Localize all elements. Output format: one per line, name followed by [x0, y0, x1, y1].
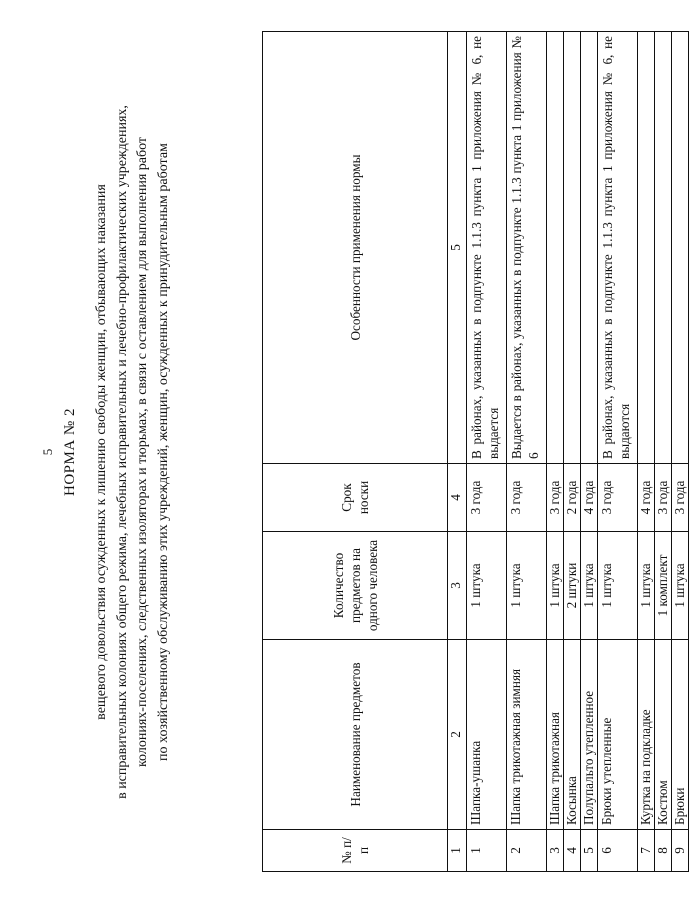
item-quantity: 1 штука: [547, 532, 564, 640]
item-quantity: 1 штука: [672, 532, 689, 640]
item-note: [564, 32, 581, 464]
item-quantity: 1 комплект: [655, 532, 672, 640]
document-title: НОРМА № 2: [62, 408, 78, 496]
table-row: [564, 32, 581, 872]
col-header-notes: Особенности применения нормы: [263, 32, 448, 464]
item-quantity: 1 штука: [507, 532, 547, 640]
document-subtitle: [92, 62, 174, 842]
column-number: 2: [448, 640, 467, 830]
subtitle-line: вещевого довольствия осужденных к лишению свободы женщин, отбывающих наказания: [94, 184, 109, 720]
row-number: 8: [655, 830, 672, 872]
row-number: 7: [638, 830, 655, 872]
item-term: 4 года: [581, 464, 598, 532]
subtitle-line: по хозяйственному обслуживанию этих учреждений, женщин, осужденных к принудительным работам: [155, 143, 171, 761]
table-row: [507, 32, 547, 872]
item-quantity: 1 штука: [638, 532, 655, 640]
table-header-row: [263, 32, 448, 872]
row-number: 2: [507, 830, 547, 872]
item-name: Полупальто утепленное: [581, 640, 598, 830]
column-number: 4: [448, 464, 467, 532]
item-term: 3 года: [655, 464, 672, 532]
item-quantity: 1 штука: [581, 532, 598, 640]
row-number: 1: [467, 830, 507, 872]
page-number: 5: [40, 448, 55, 456]
table-row: [581, 32, 598, 872]
subtitle-line: колониях-поселениях, следственных изоляторах и тюрьмах, в связи с оставлением для выполнения работ: [135, 136, 150, 768]
item-name: Брюки утепленные: [598, 640, 638, 830]
row-number: 5: [581, 830, 598, 872]
col-header-quantity: Количество предметов на одного человека: [263, 532, 448, 640]
item-name: Шапка трикотажная: [547, 640, 564, 830]
item-quantity: 2 штуки: [564, 532, 581, 640]
item-name: Шапка трикотажная зимняя: [507, 640, 547, 830]
item-term: 4 года: [638, 464, 655, 532]
col-header-name: Наименование предметов: [263, 640, 448, 830]
col-header-term: Срок носки: [263, 464, 448, 532]
item-note: [581, 32, 598, 464]
item-term: 3 года: [467, 464, 507, 532]
item-note: [638, 32, 655, 464]
table-row: [598, 32, 638, 872]
row-number: 3: [547, 830, 564, 872]
column-numbers-row: [448, 32, 467, 872]
rotated-page-content: [40, 32, 687, 872]
item-name: Костюм: [655, 640, 672, 830]
col-header-number: № п/п: [263, 830, 448, 872]
table-row: [547, 32, 564, 872]
table-row: [638, 32, 655, 872]
column-number: 1: [448, 830, 467, 872]
item-note: [547, 32, 564, 464]
norm-table: [262, 31, 689, 872]
row-number: 6: [598, 830, 638, 872]
item-term: 3 года: [598, 464, 638, 532]
table-row: [655, 32, 672, 872]
item-term: 2 года: [564, 464, 581, 532]
column-number: 3: [448, 532, 467, 640]
item-name: Брюки: [672, 640, 689, 830]
column-number: 5: [448, 32, 467, 464]
item-quantity: 1 штука: [467, 532, 507, 640]
table-row: [672, 32, 689, 872]
row-number: 4: [564, 830, 581, 872]
item-term: 3 года: [507, 464, 547, 532]
item-term: 3 года: [547, 464, 564, 532]
item-note: В районах, указанных в подпункте 1.1.3 пункта 1 приложения № 6, не выдаются: [598, 32, 638, 464]
table-row: [467, 32, 507, 872]
item-note: [655, 32, 672, 464]
item-note: В районах, указанных в подпункте 1.1.3 пункта 1 приложения № 6, не выдается: [467, 32, 507, 464]
item-note: Выдается в районах, указанных в подпункте 1.1.3 пункта 1 приложения № 6: [507, 32, 547, 464]
item-quantity: 1 штука: [598, 532, 638, 640]
item-note: [672, 32, 689, 464]
item-name: Косынка: [564, 640, 581, 830]
item-term: 3 года: [672, 464, 689, 532]
subtitle-line: в исправительных колониях общего режима, лечебных исправительных и лечебно-профилактических учреждениях,: [114, 105, 130, 799]
item-name: Шапка-ушанка: [467, 640, 507, 830]
row-number: 9: [672, 830, 689, 872]
item-name: Куртка на подкладке: [638, 640, 655, 830]
